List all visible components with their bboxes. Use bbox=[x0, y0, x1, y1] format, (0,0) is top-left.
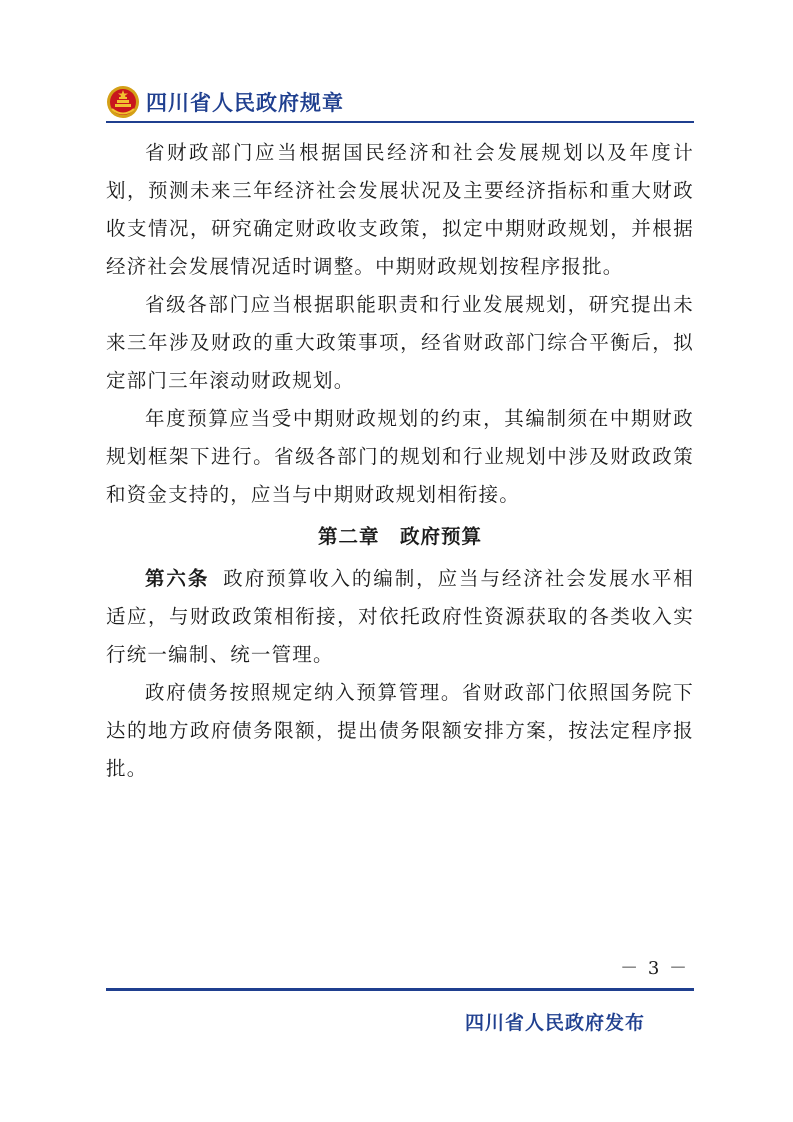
page-number: － 3 － bbox=[620, 958, 689, 979]
article-label: 第六条 bbox=[145, 567, 210, 590]
document-body bbox=[106, 134, 694, 788]
header-rule bbox=[106, 121, 694, 123]
header-title: 四川省人民政府规章 bbox=[146, 91, 344, 115]
paragraph: 政府债务按照规定纳入预算管理。省财政部门依照国务院下达的地方政府债务限额，提出债务限额安排方案，按法定程序报批。 bbox=[106, 681, 694, 780]
document-header bbox=[106, 84, 344, 120]
paragraph: 省财政部门应当根据国民经济和社会发展规划以及年度计划，预测未来三年经济社会发展状况及主要经济指标和重大财政收支情况，研究确定财政收支政策，拟定中期财政规划，并根据经济社会发展情况适时调整。中期财政规划按程序报批。 bbox=[106, 141, 694, 278]
paragraph: 年度预算应当受中期财政规划的约束，其编制须在中期财政规划框架下进行。省级各部门的规划和行业规划中涉及财政政策和资金支持的，应当与中期财政规划相衔接。 bbox=[106, 407, 694, 506]
article-text: 政府预算收入的编制，应当与经济社会发展水平相适应，与财政政策相衔接，对依托政府性资源获取的各类收入实行统一编制、统一管理。 bbox=[106, 567, 694, 666]
chapter-title: 第二章 政府预算 bbox=[317, 525, 482, 548]
article-paragraph bbox=[106, 560, 694, 674]
national-emblem-icon bbox=[106, 85, 140, 119]
footer-rule bbox=[106, 988, 694, 991]
paragraph: 省级各部门应当根据职能职责和行业发展规划，研究提出未来三年涉及财政的重大政策事项，经省财政部门综合平衡后，拟定部门三年滚动财政规划。 bbox=[106, 293, 694, 392]
footer-publisher: 四川省人民政府发布 bbox=[464, 1012, 645, 1034]
